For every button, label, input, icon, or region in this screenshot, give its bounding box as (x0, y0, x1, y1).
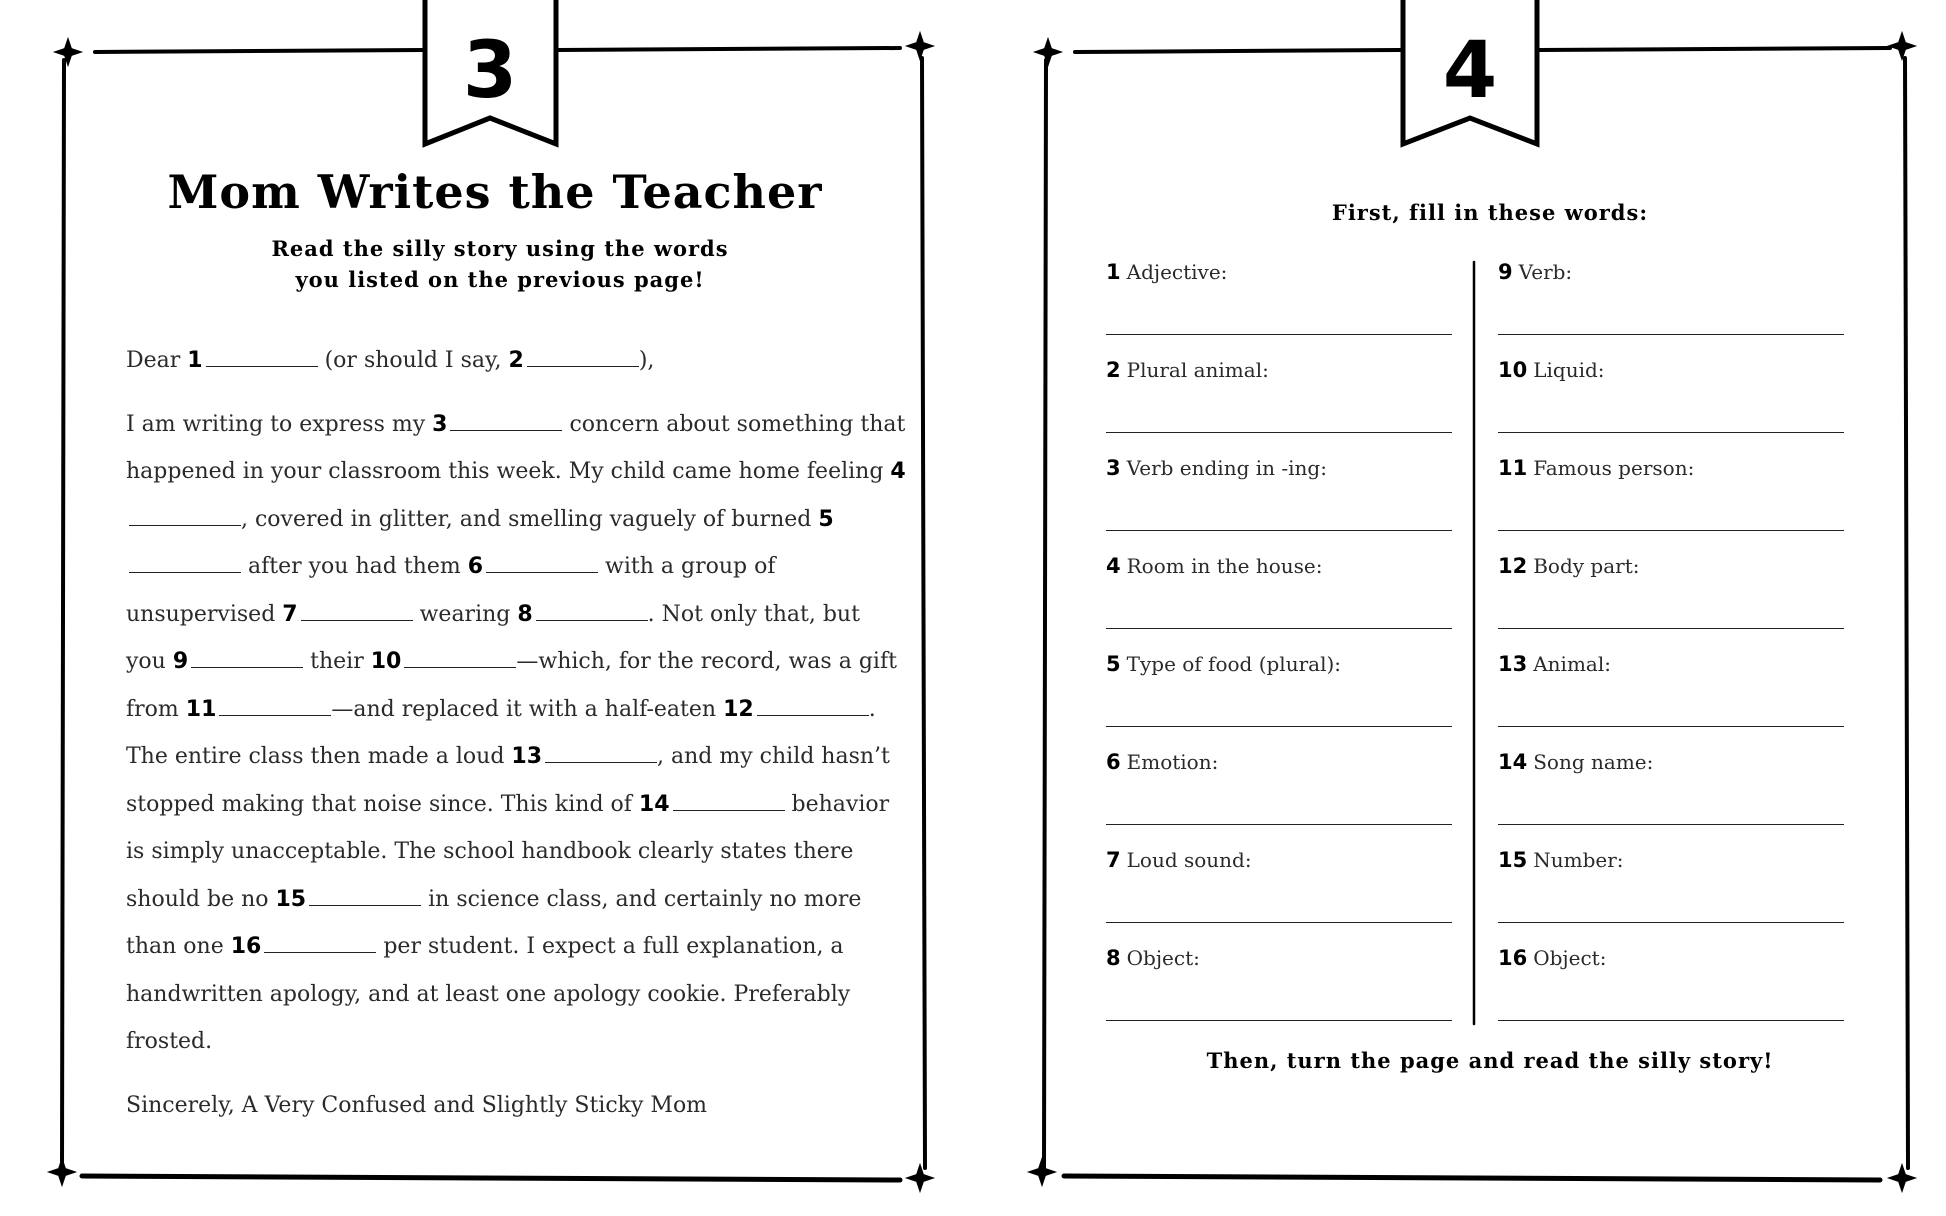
page-title: Mom Writes the Teacher (167, 165, 823, 219)
story-text-run: concern about something that happened in your classroom this week. My child came home feeling (126, 411, 906, 484)
right-page-number: 4 (1442, 26, 1498, 116)
field-label: Verb ending in -ing: (1126, 456, 1327, 480)
answer-line[interactable] (1498, 530, 1844, 531)
right-frame-top-right (1538, 48, 1890, 50)
answer-line[interactable] (1106, 726, 1452, 727)
left-frame-top-right (558, 48, 900, 50)
blank-number: 11 (185, 696, 217, 722)
story-text-run: behavior is simply unacceptable. The school handbook clearly states there should be no (126, 791, 890, 912)
answer-line[interactable] (1106, 628, 1452, 629)
story-text-run: , covered in glitter, and smelling vaguely of burned (241, 506, 819, 532)
answer-line[interactable] (1106, 334, 1452, 335)
answer-line[interactable] (1106, 824, 1452, 825)
field-number: 9 (1498, 260, 1513, 284)
answer-line[interactable] (1498, 628, 1844, 629)
field-label: Body part: (1533, 554, 1640, 578)
blank-number: 3 (432, 411, 448, 437)
subtitle-line-1: Read the silly story using the words (271, 236, 729, 261)
left-frame-left (62, 60, 64, 1168)
story-text-run: . Not only that, but you (126, 601, 860, 674)
field-number: 5 (1106, 652, 1121, 676)
field-label: Famous person: (1533, 456, 1695, 480)
word-field[interactable] (1106, 940, 1452, 1038)
answer-line[interactable] (1498, 432, 1844, 433)
field-label: Object: (1533, 946, 1607, 970)
field-number: 15 (1498, 848, 1528, 872)
word-list-heading: First, fill in these words: (1331, 200, 1649, 225)
field-label: Type of food (plural): (1126, 652, 1342, 676)
left-page-number: 3 (462, 26, 518, 116)
field-label: Animal: (1533, 652, 1611, 676)
word-field[interactable] (1498, 548, 1844, 646)
word-field[interactable] (1498, 744, 1844, 842)
field-number: 11 (1498, 456, 1528, 480)
story-text (126, 337, 906, 1129)
story-text-run: —and replaced it with a half-eaten (331, 696, 724, 722)
word-list-left-column (1106, 254, 1452, 1038)
star-icon (1890, 34, 1914, 58)
field-label: Song name: (1533, 750, 1654, 774)
word-field[interactable] (1498, 940, 1844, 1038)
star-icon (1036, 40, 1060, 64)
word-field[interactable] (1106, 254, 1452, 352)
answer-line[interactable] (1498, 334, 1844, 335)
story-text-run: their (303, 649, 371, 674)
right-frame-left (1044, 60, 1046, 1168)
blank-number: 13 (511, 744, 543, 769)
blank-number: 8 (517, 601, 533, 627)
blank-line (450, 412, 562, 431)
blank-line (129, 554, 241, 573)
blank-number: 12 (723, 696, 754, 722)
answer-line[interactable] (1498, 1020, 1844, 1021)
story-text-run: I am writing to express my (126, 411, 433, 437)
story-text-run: Dear (126, 348, 188, 373)
blank-number: 6 (467, 554, 484, 579)
star-icon (908, 1166, 932, 1190)
field-number: 4 (1106, 554, 1121, 578)
field-label: Liquid: (1533, 358, 1605, 382)
field-number: 3 (1106, 456, 1121, 480)
word-field[interactable] (1498, 254, 1844, 352)
field-number: 8 (1106, 946, 1121, 970)
answer-line[interactable] (1106, 432, 1452, 433)
field-label: Adjective: (1126, 260, 1228, 284)
story-text-run: , and my child hasn’t stopped making that noise since. This kind of (126, 744, 890, 817)
story-text-run: after you had them (241, 554, 468, 579)
blank-line (301, 602, 413, 621)
star-icon (56, 40, 80, 64)
blank-line (673, 792, 785, 811)
word-list-footer: Then, turn the page and read the silly story! (1206, 1048, 1774, 1073)
page-subtitle (150, 233, 850, 295)
field-label: Loud sound: (1126, 848, 1252, 872)
left-frame-top-left (95, 50, 425, 52)
word-field[interactable] (1106, 352, 1452, 450)
blank-number: 15 (275, 886, 307, 912)
blank-line (309, 887, 421, 906)
blank-number: 2 (508, 348, 524, 373)
field-number: 12 (1498, 554, 1528, 578)
star-icon (908, 34, 932, 58)
left-frame-bottom (82, 1176, 900, 1180)
blank-line (527, 348, 639, 367)
field-label: Object: (1126, 946, 1200, 970)
blank-number: 14 (638, 791, 670, 817)
word-field[interactable] (1498, 842, 1844, 940)
blank-line (545, 744, 657, 763)
blank-number: 4 (890, 459, 906, 484)
left-frame-right (922, 58, 925, 1168)
blank-line (219, 697, 331, 716)
answer-line[interactable] (1106, 922, 1452, 923)
answer-line[interactable] (1106, 530, 1452, 531)
answer-line[interactable] (1498, 726, 1844, 727)
blank-number: 16 (230, 934, 262, 959)
field-label: Number: (1533, 848, 1624, 872)
word-field[interactable] (1106, 450, 1452, 548)
field-label: Verb: (1518, 260, 1573, 284)
story-text-run: per student. I expect a full explanation, a handwritten apology, and at least one apology cookie. Preferably frosted. (126, 934, 851, 1054)
field-number: 7 (1106, 848, 1121, 872)
story-text-run: ), (638, 348, 655, 373)
word-field[interactable] (1106, 842, 1452, 940)
field-number: 1 (1106, 260, 1121, 284)
answer-line[interactable] (1498, 824, 1844, 825)
story-text-run: —which, for the record, was a gift from (126, 649, 897, 722)
blank-line (129, 507, 241, 526)
field-number: 16 (1498, 946, 1528, 970)
word-list-right-column (1498, 254, 1844, 1038)
right-frame-bottom (1064, 1176, 1880, 1180)
word-field[interactable] (1498, 646, 1844, 744)
right-frame-top-left (1075, 50, 1402, 52)
star-icon (50, 1160, 74, 1184)
word-field[interactable] (1106, 744, 1452, 842)
story-greeting (126, 337, 906, 385)
answer-line[interactable] (1106, 1020, 1452, 1021)
blank-line (206, 348, 318, 367)
star-icon (1890, 1166, 1914, 1190)
story-body (126, 401, 906, 1066)
field-number: 13 (1498, 652, 1528, 676)
story-text-run: with a group of unsupervised (126, 554, 776, 627)
field-number: 14 (1498, 750, 1528, 774)
word-field[interactable] (1106, 548, 1452, 646)
field-number: 6 (1106, 750, 1121, 774)
blank-line (404, 649, 516, 668)
blank-number: 9 (172, 649, 189, 674)
blank-line (757, 697, 869, 716)
story-text-run: in science class, and certainly no more than one (126, 886, 862, 959)
blank-number: 10 (370, 649, 402, 674)
story-text-run: . The entire class then made a loud (126, 696, 876, 769)
blank-number: 7 (282, 601, 298, 627)
word-field[interactable] (1498, 352, 1844, 450)
word-field[interactable] (1498, 450, 1844, 548)
field-label: Room in the house: (1126, 554, 1323, 578)
word-field[interactable] (1106, 646, 1452, 744)
blank-line (264, 934, 376, 953)
blank-line (191, 649, 303, 668)
blank-number: 1 (187, 348, 203, 373)
story-text-run: wearing (412, 601, 518, 627)
star-icon (1030, 1160, 1054, 1184)
blank-line (486, 554, 598, 573)
subtitle-line-2: you listed on the previous page! (295, 267, 705, 292)
story-text-run: (or should I say, (317, 348, 509, 373)
blank-number: 5 (818, 506, 834, 532)
field-number: 2 (1106, 358, 1121, 382)
field-label: Emotion: (1126, 750, 1219, 774)
answer-line[interactable] (1498, 922, 1844, 923)
field-number: 10 (1498, 358, 1528, 382)
blank-line (536, 602, 648, 621)
story-signature: Sincerely, A Very Confused and Slightly Sticky Mom (126, 1092, 708, 1118)
field-label: Plural animal: (1126, 358, 1269, 382)
